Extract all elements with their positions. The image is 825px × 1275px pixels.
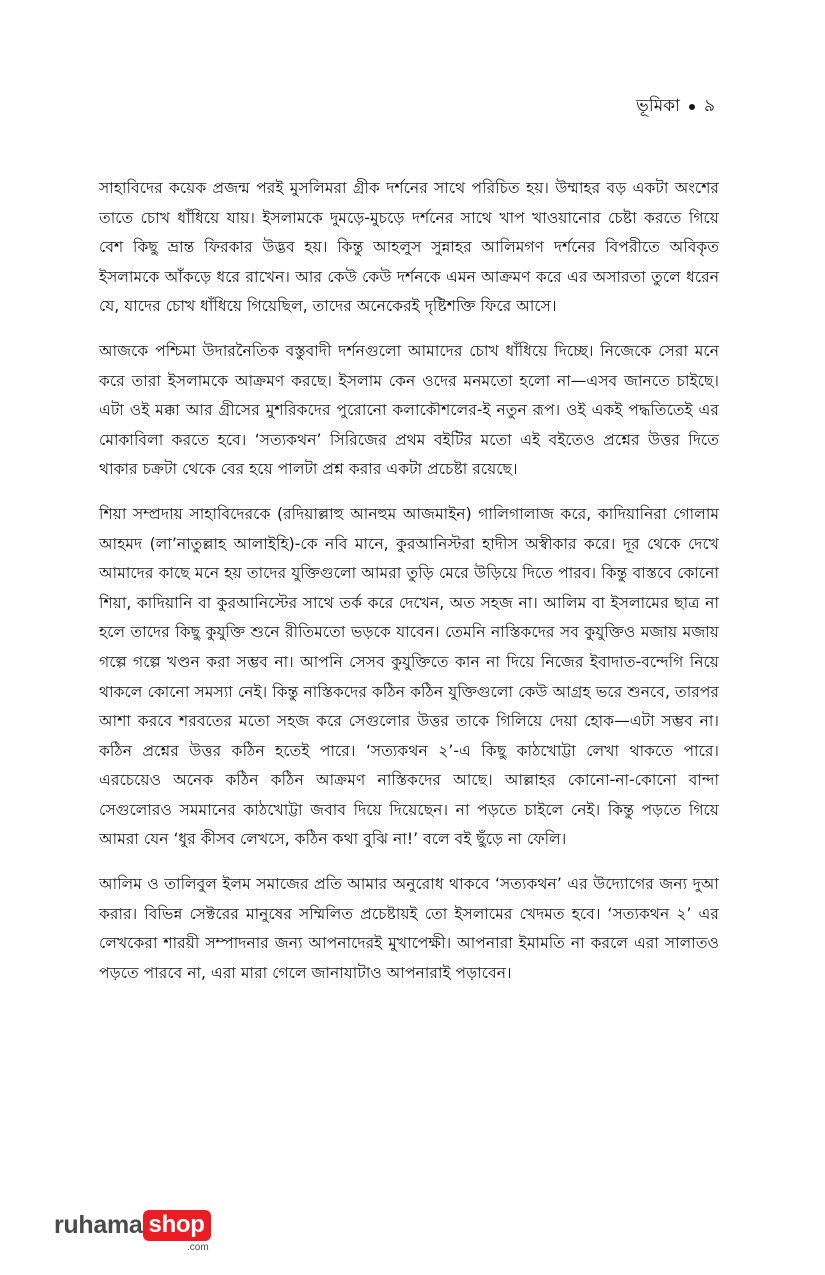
- paragraph-1: সাহাবিদের কয়েক প্রজন্ম পরই মুসলিমরা গ্রীক দর্শনের সাথে পরিচিত হয়। উম্মাহর বড় একটা অংশের তাতে চোখ ধাঁধিয়ে যায়। ইসলামকে দুমড়ে-মুচড়ে দর্শনের সাথে খাপ খাওয়ানোর চেষ্টা করতে গিয়ে বেশ কিছু ভ্রান্ত ফিরকার উদ্ভব হয়। কিন্তু আহলুস সুন্নাহর আলিমগণ দর্শনের বিপরীতে অবিকৃত ইসলামকে আঁকড়ে ধরে রাখেন। আর কেউ কেউ দর্শনকে এমন আক্রমণ করে এর অসারতা তুলে ধরেন যে, যাদের চোখ ধাঁধিয়ে গিয়েছিল, তাদের অনেকেরই দৃষ্টিশক্তি ফিরে আসে।: [99, 179, 719, 316]
- ruhamashop-watermark-logo: [54, 1210, 211, 1254]
- logo-shop-group: [143, 1210, 211, 1254]
- paragraph-4: আলিম ও তালিবুল ইলম সমাজের প্রতি আমার অনুরোধ থাকবে ‘সত্যকথন’ এর উদ্যোগের জন্য দুআ করার। বিভিন্ন সেক্টরের মানুষের সম্মিলিত প্রচেষ্টায়ই তো ইসলামের খেদমত হবে। ‘সত্যকথন ২’ এর লেখকেরা শারয়ী সম্পাদনার জন্য আপনাদেরই মুখাপেক্ষী। আপনারা ইমামতি না করলে এরা সালাতও পড়তে পারবে না, এরা মারা গেলে জানাযাটাও আপনারাই পড়াবেন।: [99, 875, 719, 982]
- section-title: ভূমিকা: [636, 96, 680, 116]
- paragraph-2: আজকে পশ্চিমা উদারনৈতিক বস্তুবাদী দর্শনগুলো আমাদের চোখ ধাঁধিয়ে দিচ্ছে। নিজেকে সেরা মনে করে তারা ইসলামকে আক্রমণ করছে। ইসলাম কেন ওদের মনমতো হলো না—এসব জানতে চাইছে। এটা ওই মক্কা আর গ্রীসের মুশরিকদের পুরোনো কলাকৌশলের-ই নতুন রূপ। ওই একই পদ্ধতিতেই এর মোকাবিলা করতে হবে। ‘সত্যকথন’ সিরিজের প্রথম বইটির মতো এই বইতেও প্রশ্নের উত্তর দিতে থাকার চক্রটা থেকে বের হয়ে পালটা প্রশ্ন করার একটা প্রচেষ্টা রয়েছে।: [99, 341, 719, 479]
- logo-shop-badge: shop: [143, 1210, 211, 1241]
- running-header: [636, 93, 715, 121]
- body-text: [99, 174, 719, 1003]
- logo-domain: .com: [186, 1242, 209, 1253]
- paragraph-3: শিয়া সম্প্রদায় সাহাবিদেরকে (রদিয়াল্লাহু আনহুম আজমাইন) গালিগালাজ করে, কাদিয়ানিরা গোলাম আহমদ (লা’নাতুল্লাহ আলাইহি)-কে নবি মানে, কুরআনিস্টরা হাদীস অস্বীকার করে। দূর থেকে দেখে আমাদের কাছে মনে হয় তাদের যুক্তিগুলো আমরা তুড়ি মেরে উড়িয়ে দিতে পারব। কিন্তু বাস্তবে কোনো শিয়া, কাদিয়ানি বা কুরআনিস্টের সাথে তর্ক করে দেখেন, অত সহজ না। আলিম বা ইসলামের ছাত্র না হলে তাদের কিছু কুযুক্তি শুনে রীতিমতো ভড়কে যাবেন। তেমনি নাস্তিকদের সব কুযুক্তিও মজায় মজায় গল্পে গল্পে খণ্ডন করা সম্ভব না। আপনি সেসব কুযুক্তিতে কান না দিয়ে নিজের ইবাদাত-বন্দেগি নিয়ে থাকলে কোনো সমস্যা নেই। কিন্তু নাস্তিকদের কঠিন কঠিন যুক্তিগুলো কেউ আগ্রহ ভরে শুনবে, তারপর আশা করবে শরবতের মতো সহজ করে সেগুলোর উত্তর তাকে গিলিয়ে দেয়া হোক—এটা সম্ভব না। কঠিন প্রশ্নের উত্তর কঠিন হতেই পারে। ‘সত্যকথন ২’-এ কিছু কাঠখোট্টা লেখা থাকতে পারে। এরচেয়েও অনেক কঠিন কঠিন আক্রমণ নাস্তিকদের আছে। আল্লাহর কোনো-না-কোনো বান্দা সেগুলোরও সমমানের কাঠখোট্টা জবাব দিয়ে দিয়েছেন। না পড়তে চাইলে নেই। কিন্তু পড়তে গিয়ে আমরা যেন ‘ধুর কীসব লেখসে, কঠিন কথা বুঝি না!’ বলে বই ছুঁড়ে না ফেলি।: [99, 504, 719, 849]
- bullet-separator: [689, 104, 695, 110]
- logo-brand-word: ruhama: [54, 1211, 143, 1239]
- page-number: ৯: [703, 96, 715, 116]
